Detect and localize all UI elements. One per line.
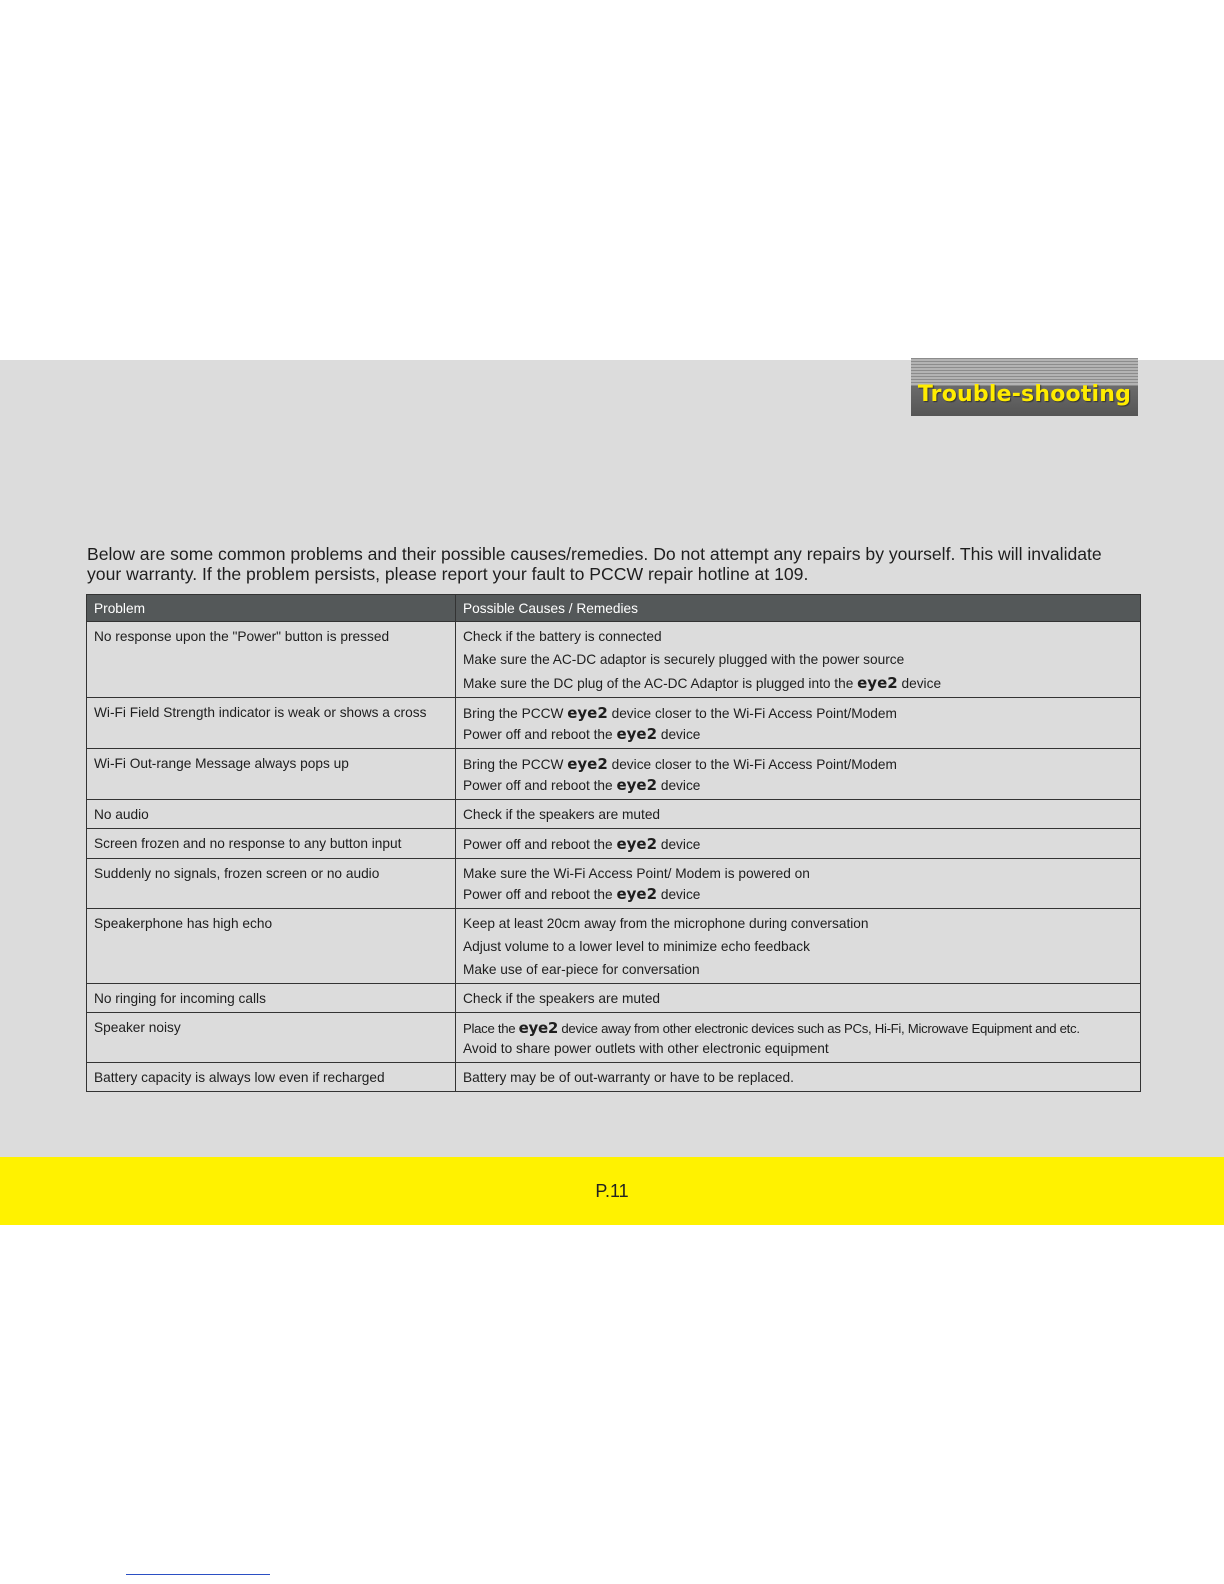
remedy-line: Make sure the AC-DC adaptor is securely plugged with the power source	[463, 652, 905, 667]
remedy-line: Check if the speakers are muted	[463, 991, 661, 1006]
problem-cell: Screen frozen and no response to any button input	[87, 829, 456, 859]
brand-name: eye2	[616, 776, 658, 794]
table-row	[87, 800, 1141, 829]
remedy-cell	[456, 859, 1141, 909]
problem-cell: No ringing for incoming calls	[87, 984, 456, 1013]
footnote-rule	[126, 1574, 270, 1575]
remedy-text: device	[657, 887, 701, 902]
remedy-text: device	[657, 727, 701, 742]
remedy-line: Avoid to share power outlets with other electronic equipment	[463, 1041, 829, 1056]
remedy-cell	[456, 909, 1141, 984]
table-header-row	[87, 595, 1141, 622]
table-row	[87, 1063, 1141, 1092]
remedy-line: Make use of ear-piece for conversation	[463, 962, 700, 977]
table-row	[87, 622, 1141, 698]
remedy-text: Power off and reboot the	[463, 887, 617, 902]
table-row	[87, 1013, 1141, 1063]
page-footer	[0, 1157, 1224, 1225]
table-row	[87, 829, 1141, 859]
problem-cell: Speakerphone has high echo	[87, 909, 456, 984]
remedy-line	[463, 724, 1133, 745]
remedy-cell	[456, 1013, 1141, 1063]
remedy-cell	[456, 800, 1141, 829]
remedy-line	[463, 884, 1133, 905]
remedy-text: device closer to the Wi-Fi Access Point/Modem	[607, 757, 897, 772]
remedy-text: device closer to the Wi-Fi Access Point/Modem	[607, 706, 897, 721]
table-row	[87, 909, 1141, 984]
problem-cell: Wi-Fi Field Strength indicator is weak or shows a cross	[87, 698, 456, 749]
remedy-text: Power off and reboot the	[463, 727, 617, 742]
column-header-problem: Problem	[87, 595, 456, 622]
brand-name: eye2	[567, 704, 608, 722]
intro-paragraph: Below are some common problems and their possible causes/remedies. Do not attempt any repairs by yourself. This will invalidate your warranty. If the problem persists, please report your fault to PCCW repair hotline at 109.	[87, 544, 1102, 584]
brand-name: eye2	[567, 755, 608, 773]
remedy-text: Power off and reboot the	[463, 837, 617, 852]
brand-name: eye2	[616, 835, 658, 853]
section-badge	[911, 358, 1138, 416]
remedy-text: device	[657, 837, 701, 852]
table-row	[87, 749, 1141, 800]
remedy-cell	[456, 698, 1141, 749]
problem-cell: No response upon the "Power" button is pressed	[87, 622, 456, 698]
problem-cell: Battery capacity is always low even if recharged	[87, 1063, 456, 1092]
remedy-text: device	[897, 676, 942, 691]
page-number: P.11	[595, 1181, 629, 1201]
remedy-text: device	[657, 778, 701, 793]
remedy-line	[463, 775, 1133, 796]
remedy-line: Check if the speakers are muted	[463, 807, 661, 822]
brand-name: eye2	[616, 725, 658, 743]
remedy-text: Bring the PCCW	[463, 706, 568, 721]
problem-cell: Wi-Fi Out-range Message always pops up	[87, 749, 456, 800]
troubleshooting-table	[86, 594, 1141, 1092]
remedy-line: Battery may be of out-warranty or have to be replaced.	[463, 1070, 794, 1085]
remedy-text: device away from other electronic devices such as PCs, Hi-Fi, Microwave Equipment and etc.	[558, 1021, 1080, 1036]
remedy-line	[463, 703, 1133, 724]
remedy-cell	[456, 749, 1141, 800]
remedy-line: Keep at least 20cm away from the microphone during conversation	[463, 916, 869, 931]
remedy-text: Bring the PCCW	[463, 757, 568, 772]
remedy-line: Check if the battery is connected	[463, 629, 662, 644]
remedy-cell	[456, 984, 1141, 1013]
problem-cell: Suddenly no signals, frozen screen or no audio	[87, 859, 456, 909]
remedy-line	[463, 834, 1133, 855]
remedy-cell	[456, 829, 1141, 859]
problem-cell: No audio	[87, 800, 456, 829]
brand-name: eye2	[616, 885, 658, 903]
remedy-line	[463, 1018, 1133, 1039]
section-title: Trouble-shooting	[917, 382, 1132, 407]
brand-name: eye2	[518, 1019, 559, 1037]
table-row	[87, 698, 1141, 749]
brand-name: eye2	[857, 674, 898, 692]
table-row	[87, 859, 1141, 909]
remedy-cell	[456, 622, 1141, 698]
remedy-line: Adjust volume to a lower level to minimize echo feedback	[463, 939, 810, 954]
remedy-cell	[456, 1063, 1141, 1092]
remedy-text: Place the	[463, 1021, 519, 1036]
column-header-remedies: Possible Causes / Remedies	[456, 595, 1141, 622]
remedy-text: Power off and reboot the	[463, 778, 617, 793]
remedy-line	[463, 754, 1133, 775]
remedy-line: Make sure the Wi-Fi Access Point/ Modem is powered on	[463, 866, 810, 881]
remedy-line	[463, 673, 1133, 694]
remedy-text: Make sure the DC plug of the AC-DC Adaptor is plugged into the	[463, 676, 858, 691]
problem-cell: Speaker noisy	[87, 1013, 456, 1063]
table-row	[87, 984, 1141, 1013]
